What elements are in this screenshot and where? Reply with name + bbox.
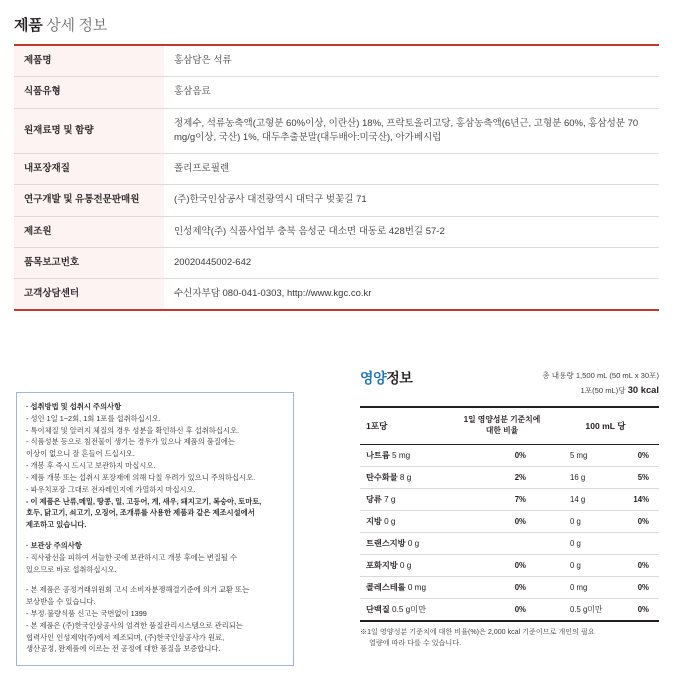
table-row xyxy=(14,185,659,216)
product-field-label: 식품유형 xyxy=(14,77,164,108)
nutrient-amount: 8 g xyxy=(397,472,412,482)
notice-line: - 제품 개봉 또는 섭취시 포장재에 의해 다칠 우려가 있으니 주의하십시오. xyxy=(26,472,256,482)
notice-line: 있으므로 바로 섭취하십시오. xyxy=(26,564,117,574)
nutrition-row xyxy=(360,444,659,466)
nutrient-dv-per-100ml: 0% xyxy=(637,604,649,614)
notice-line: - 본 제품은 공정거래위원회 고시 소비자분쟁해결기준에 의거 교환 또는 xyxy=(26,585,250,595)
nutrition-footnote-line1: ※1일 영양성분 기준치에 대한 비율(%)은 2,000 kcal 기준이므로 개인의 필요 xyxy=(360,627,595,636)
nutrient-amount-per-100ml: 0.5 g미만 xyxy=(570,604,603,614)
nutrient-amount: 0 mg xyxy=(405,582,427,592)
page-title xyxy=(14,14,107,35)
nutrient-daily-value: 2% xyxy=(452,466,552,488)
nutrient-amount-per-100ml: 0 g xyxy=(552,532,621,554)
nutrition-row xyxy=(360,554,659,576)
nutrient-amount: 0 g xyxy=(381,516,396,526)
nutrient-name-amount xyxy=(360,488,452,510)
nutrient-name: 당류 xyxy=(366,494,382,504)
nutrient-dv-per-100ml: 0% xyxy=(621,444,659,466)
nutrient-amount: 0 g xyxy=(405,538,420,548)
nutrient-name: 트랜스지방 xyxy=(366,538,406,548)
product-field-label: 내포장재질 xyxy=(14,154,164,185)
nutrition-row xyxy=(360,576,659,598)
nutrient-name-amount xyxy=(360,598,452,621)
nutrient-name: 지방 xyxy=(366,516,382,526)
nutrient-name-amount xyxy=(360,466,452,488)
notice-line: - 파우치포장 그대로 전자레인지에 가열하지 마십시오. xyxy=(26,484,196,494)
nutrient-name: 단백질 xyxy=(366,604,390,614)
nutrient-name: 탄수화물 xyxy=(366,472,398,482)
nutrition-col-per100: 100 mL 당 xyxy=(552,407,659,444)
nutrient-name: 나트륨 xyxy=(366,450,390,460)
nutrient-dv-per-100ml: 14% xyxy=(621,488,659,510)
notice-line: 협력사인 인성제약(주)에서 제조되며, (주)한국인삼공사가 원료, xyxy=(26,632,225,642)
product-field-value: 인성제약(주) 식품사업부 충북 음성군 대소면 대동로 428번길 57-2 xyxy=(164,216,659,247)
nutrient-daily-value: 7% xyxy=(452,488,552,510)
nutrition-footnote-line2: 열량에 따라 다를 수 있습니다. xyxy=(369,638,462,647)
notice-heading: · 섭취방법 및 섭취시 주의사항 xyxy=(26,402,122,411)
nutrition-row xyxy=(360,510,659,532)
table-row xyxy=(14,154,659,185)
nutrient-name-amount xyxy=(360,576,452,598)
notice-block xyxy=(26,401,284,531)
product-field-value: 홍삼담은 석류 xyxy=(164,45,659,77)
nutrient-dv-per-100ml: 0% xyxy=(621,576,659,598)
nutrition-row xyxy=(360,598,659,621)
nutrient-daily-value: 0% xyxy=(452,554,552,576)
notice-heading: · 보관상 주의사항 xyxy=(26,540,82,550)
notice-line: 보상받을 수 있습니다. xyxy=(26,597,96,607)
notice-line: 생산공정, 완제품에 이르는 전 공정에 대한 품질을 보증합니다. xyxy=(26,644,221,654)
nutrition-col-serving: 1포당 xyxy=(360,407,452,444)
nutrient-name: 포화지방 xyxy=(366,560,398,570)
nutrient-dv-per-100ml: 0% xyxy=(621,554,659,576)
product-field-label: 고객상담센터 xyxy=(14,279,164,311)
notice-block xyxy=(26,540,284,575)
product-field-value: 정제수, 석류농축액(고형분 60%이상, 이란산) 18%, 프락토올리고당, 홍삼농축액(6년근, 고형분 60%, 홍삼성분 70 mg/g이상, 국산) 1%, 대두추출분말(대두배아:미국산), 아가베시럽 xyxy=(164,108,659,154)
notice-line: - 본 제품은 (주)한국인삼공사의 엄격한 품질관리시스템으로 관리되는 xyxy=(26,620,243,630)
nutrition-volume-info xyxy=(542,370,659,397)
nutrient-amount-per-100ml: 0 g xyxy=(552,510,621,532)
nutrition-col-dv: 1일 영양성분 기준치에 대한 비율 xyxy=(452,407,552,444)
product-field-label: 제품명 xyxy=(14,45,164,77)
nutrient-amount-per-100ml: 14 g xyxy=(552,488,621,510)
product-field-value: 홍삼음료 xyxy=(164,77,659,108)
nutrient-amount-per-100ml: 0 g xyxy=(552,554,621,576)
nutrient-name-amount xyxy=(360,532,452,554)
usage-precautions-box xyxy=(16,392,294,666)
nutrient-name-amount xyxy=(360,444,452,466)
nutrition-table xyxy=(360,406,659,622)
notice-line: 제조하고 있습니다. xyxy=(26,520,87,530)
notice-line: - 식품성분 등으로 침전물이 생기는 경우가 있으나 제품의 품질에는 xyxy=(26,437,235,447)
product-info-table xyxy=(14,44,659,311)
product-field-value: 수신자부담 080-041-0303, http://www.kgc.co.kr xyxy=(174,288,372,299)
nutrition-facts-panel xyxy=(360,368,659,649)
nutrient-daily-value: 0% xyxy=(514,604,526,614)
notice-block xyxy=(26,584,284,655)
nutrient-amount-per-100ml: 16 g xyxy=(552,466,621,488)
nutrition-header xyxy=(360,368,659,402)
table-row xyxy=(14,108,659,154)
notice-line: - 직사광선을 피하여 서늘한 곳에 보관하시고 개봉 후에는 변질될 수 xyxy=(26,552,237,562)
product-field-value: (주)한국인삼공사 대전광역시 대덕구 벚꽃길 71 xyxy=(164,185,659,216)
nutrition-title-blue: 영양 xyxy=(360,370,387,386)
nutrient-daily-value: 0% xyxy=(452,444,552,466)
nutrient-name-amount xyxy=(360,510,452,532)
notice-line: - 성인 1일 1~2회, 1회 1포를 섭취하십시오. xyxy=(26,413,161,423)
kcal-value: 30 kcal xyxy=(627,384,659,396)
product-field-value: 폴리프로필렌 xyxy=(164,154,659,185)
table-row xyxy=(14,247,659,278)
nutrient-name-amount xyxy=(360,554,452,576)
nutrient-name: 콜레스테롤 xyxy=(366,582,406,592)
nutrition-row xyxy=(360,532,659,554)
nutrient-daily-value xyxy=(452,532,552,554)
nutrient-dv-per-100ml xyxy=(621,532,659,554)
kcal-line xyxy=(542,382,659,397)
nutrient-amount-per-100ml: 0 mg xyxy=(552,576,621,598)
notice-line: 이상이 없으니 잘 흔들어 드십시오. xyxy=(26,449,135,459)
nutrient-amount: 7 g xyxy=(381,494,396,504)
nutrient-dv-per-100ml: 0% xyxy=(621,510,659,532)
nutrient-amount-per-100ml: 5 mg xyxy=(552,444,621,466)
product-field-label: 원재료명 및 함량 xyxy=(14,108,164,154)
nutrition-footnote xyxy=(360,627,659,649)
table-row xyxy=(14,216,659,247)
nutrient-daily-value: 0% xyxy=(452,576,552,598)
table-row xyxy=(14,77,659,108)
product-field-label: 연구개발 및 유통전문판매원 xyxy=(14,185,164,216)
product-field-label: 제조원 xyxy=(14,216,164,247)
total-volume-text: 총 내용량 1,500 mL (50 mL x 30포) xyxy=(542,371,659,380)
nutrient-amount: 0 g xyxy=(397,560,412,570)
nutrition-title-black: 정보 xyxy=(386,370,413,386)
table-row xyxy=(14,279,659,311)
nutrition-row xyxy=(360,466,659,488)
table-row xyxy=(14,45,659,77)
nutrition-row xyxy=(360,488,659,510)
notice-line: - 개봉 후 즉시 드시고 보관하지 마십시오. xyxy=(26,461,156,471)
nutrient-dv-per-100ml: 5% xyxy=(621,466,659,488)
kcal-prefix: 1포(50 mL)당 xyxy=(580,386,628,396)
notice-line: 호두, 닭고기, 쇠고기, 오징어, 조개류를 사용한 제품과 같은 제조시설에서 xyxy=(26,508,255,518)
nutrient-daily-value: 0% xyxy=(452,510,552,532)
product-field-value: 20020445002-642 xyxy=(164,247,659,278)
notice-line: - 부정·불량식품 신고는 국번없이 1399 xyxy=(26,609,147,618)
notice-line: - 이 제품은 난류,메밀, 땅콩, 밀, 고등어, 게, 새우, 돼지고기, 복숭아, 토마토, xyxy=(26,496,262,506)
page-title-strong: 제품 xyxy=(14,17,43,34)
page-title-light: 상세 정보 xyxy=(42,17,107,34)
product-field-label: 품목보고번호 xyxy=(14,247,164,278)
nutrient-amount: 5 mg xyxy=(389,450,411,460)
notice-line: - 특이체질 및 알러지 체질의 경우 성분을 확인하신 후 섭취하십시오. xyxy=(26,425,240,435)
nutrient-amount: 0.5 g미만 xyxy=(389,604,427,614)
